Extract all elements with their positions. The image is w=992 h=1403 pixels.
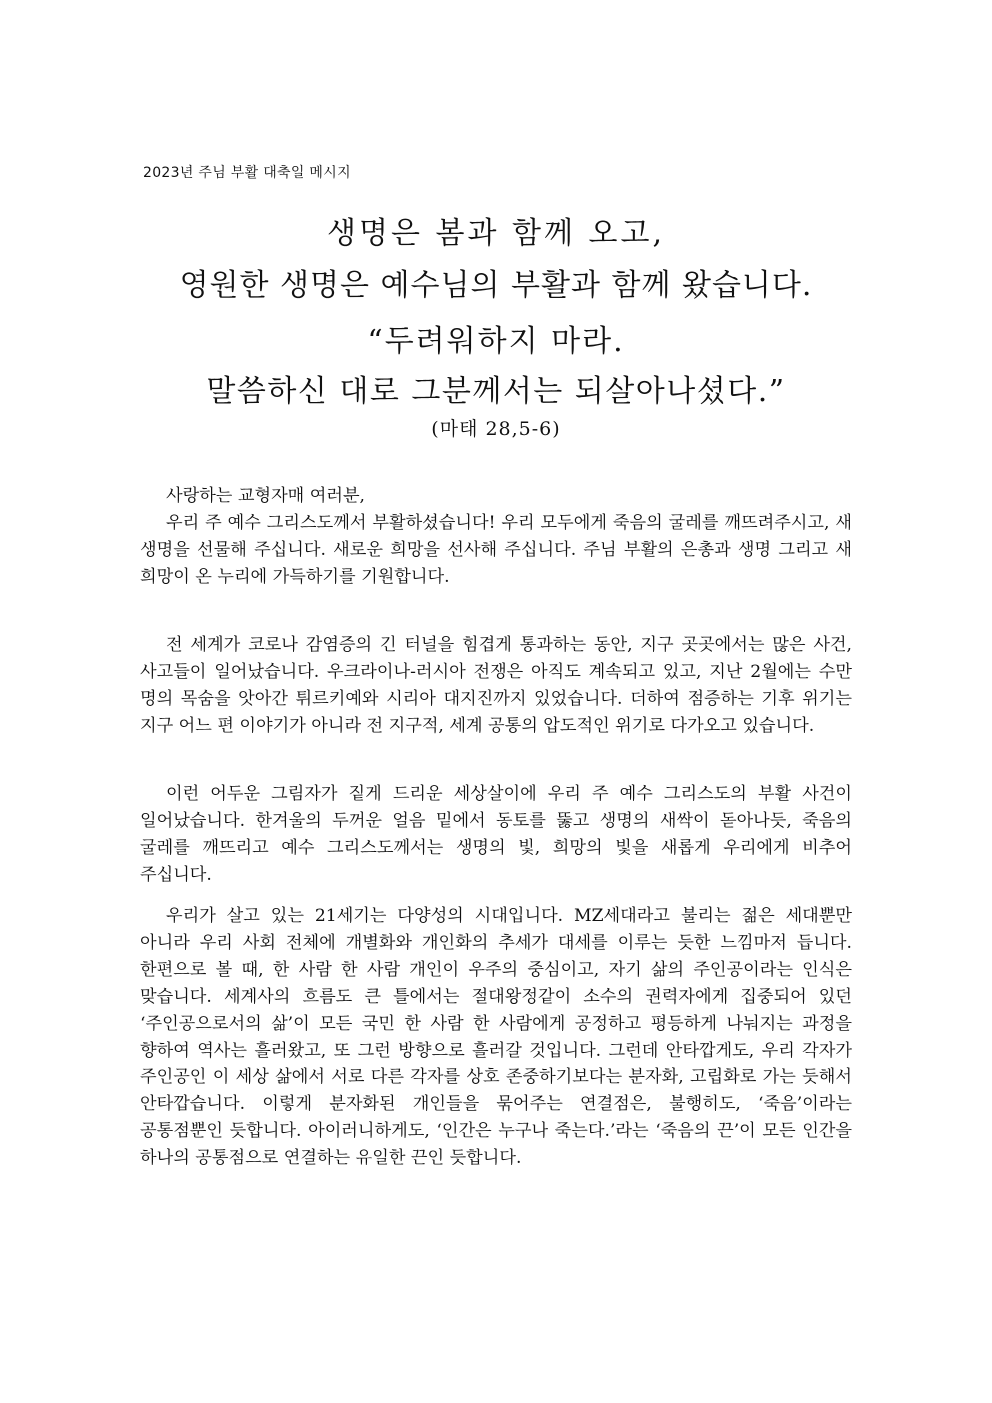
greeting: 사랑하는 교형자매 여러분, xyxy=(166,486,366,506)
body-paragraph-1: 우리 주 예수 그리스도께서 부활하셨습니다! 우리 모두에게 죽음의 굴레를 깨뜨려주시고, 새 생명을 선물해 주십니다. 새로운 희망을 선사해 주십니다. 주님 부활의 은총과 생명 그리고 새 희망이 온 누리에 가득하기를 기원합니다. xyxy=(140,513,852,587)
scripture-quote-line-1: “두려워하지 마라. xyxy=(367,324,625,359)
body-paragraph-2: 전 세계가 코로나 감염증의 긴 터널을 힘겹게 통과하는 동안, 지구 곳곳에서는 많은 사건, 사고들이 일어났습니다. 우크라이나-러시아 전쟁은 아직도 계속되고 있고, 지난 2월에는 수만 명의 목숨을 앗아간 튀르키예와 시리아 대지진까지 있었습니다. 더하여 점증하는 기후 위기는 지구 어느 편 이야기가 아니라 전 지구적, 세계 공통의 압도적인 위기로 다가오고 있습니다. xyxy=(140,635,852,736)
document-header-label: 2023년 주님 부활 대축일 메시지 xyxy=(143,165,351,181)
scripture-quote-line-2: 말씀하신 대로 그분께서는 되살아나셨다.” xyxy=(206,374,786,409)
body-paragraph-3: 이런 어두운 그림자가 짙게 드리운 세상살이에 우리 주 예수 그리스도의 부활 사건이 일어났습니다. 한겨울의 두꺼운 얼음 밑에서 동토를 뚫고 생명의 새싹이 돋아나듯, 죽음의 굴레를 깨뜨리고 예수 그리스도께서는 생명의 빛, 희망의 빛을 새롭게 우리에게 비추어 주십니다. xyxy=(140,784,852,885)
scripture-citation: (마태 28,5-6) xyxy=(431,418,561,440)
title-line-1: 생명은 봄과 함께 오고, xyxy=(327,216,665,251)
title-line-2: 영원한 생명은 예수님의 부활과 함께 왔습니다. xyxy=(179,268,813,303)
body-paragraph-4: 우리가 살고 있는 21세기는 다양성의 시대입니다. MZ세대라고 불리는 젊은 세대뿐만 아니라 우리 사회 전체에 개별화와 개인화의 추세가 대세를 이루는 듯한 느낌마저 듭니다. 한편으로 볼 때, 한 사람 한 사람 개인이 우주의 중심이고, 자기 삶의 주인공이라는 인식은 맞습니다. 세계사의 흐름도 큰 틀에서는 절대왕정같이 소수의 권력자에게 집중되어 있던 ‘주인공으로서의 삶’이 모든 국민 한 사람 한 사람에게 공정하고 평등하게 나눠지는 과정을 향하여 역사는 흘러왔고, 또 그런 방향으로 흘러갈 것입니다. 그런데 안타깝게도, 우리 각자가 주인공인 이 세상 삶에서 서로 다른 각자를 상호 존중하기보다는 분자화, 고립화로 가는 듯해서 안타깝습니다. 이렇게 분자화된 개인들을 묶어주는 연결점은, 불행히도, ‘죽음’이라는 공통점뿐인 듯합니다. 아이러니하게도, ‘인간은 누구나 죽는다.’라는 ‘죽음의 끈’이 모든 인간을 하나의 공통점으로 연결하는 유일한 끈인 듯합니다. xyxy=(140,906,852,1169)
